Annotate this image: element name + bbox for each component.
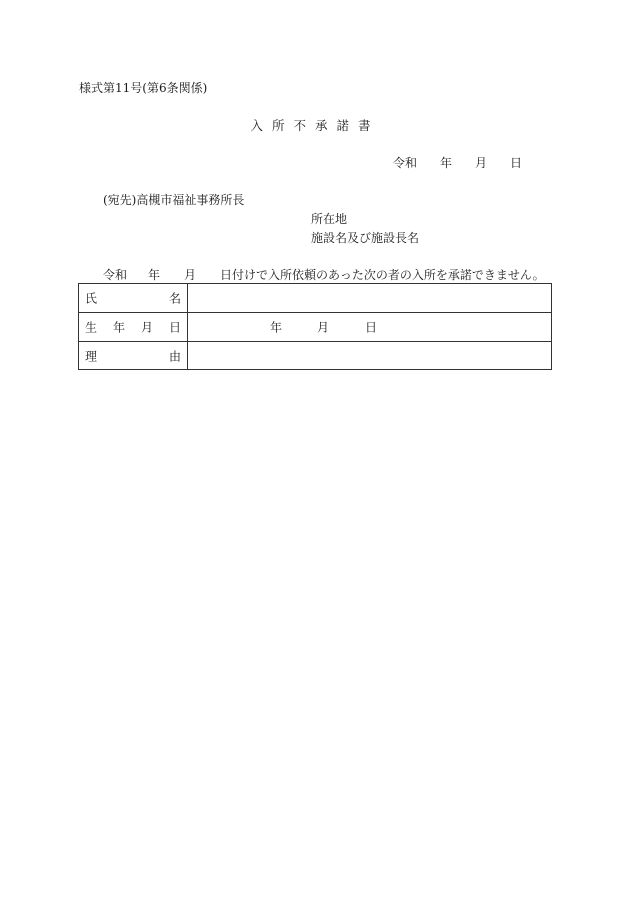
birthdate-label-a: 生 [85,320,98,335]
statement-month: 月 [184,268,197,282]
reason-value-cell[interactable] [188,342,552,370]
table-row-reason [79,342,552,370]
birthdate-label-cell [79,313,188,342]
sender-facility-label: 施設名及び施設長名 [311,231,420,245]
reason-label-cell [79,342,188,370]
sender-location-label: 所在地 [311,212,348,226]
birthdate-value-day: 日 [365,320,378,335]
date-day: 日 [510,156,523,170]
date-era: 令和 [393,156,418,170]
name-label-b: 名 [169,291,182,306]
statement-year: 年 [148,268,161,282]
birthdate-label-c: 月 [141,320,154,335]
form-number: 様式第11号(第6条関係) [79,81,208,95]
name-label-a: 氏 [85,291,98,306]
birthdate-value-cell[interactable] [188,313,552,342]
table-row-birthdate [79,313,552,342]
document-title: 入所不承諾書 [250,118,380,133]
issue-date-line [393,156,522,170]
statement-text [103,268,545,282]
statement-era: 令和 [103,268,128,282]
birthdate-value-month: 月 [317,320,330,335]
date-year: 年 [440,156,453,170]
name-label-cell [79,284,188,313]
reason-label-a: 理 [85,349,98,363]
birthdate-value-year: 年 [270,320,283,335]
date-month: 月 [475,156,488,170]
birthdate-label-b: 年 [113,320,126,335]
applicant-info-table [78,283,552,370]
name-value-cell[interactable] [188,284,552,313]
table-row-name [79,284,552,313]
addressee: (宛先)高槻市福祉事務所長 [103,193,245,207]
reason-label-b: 由 [169,349,182,363]
statement-rest: 日付けで入所依頼のあった次の者の入所を承諾できません。 [220,268,545,282]
birthdate-label-d: 日 [169,320,182,335]
